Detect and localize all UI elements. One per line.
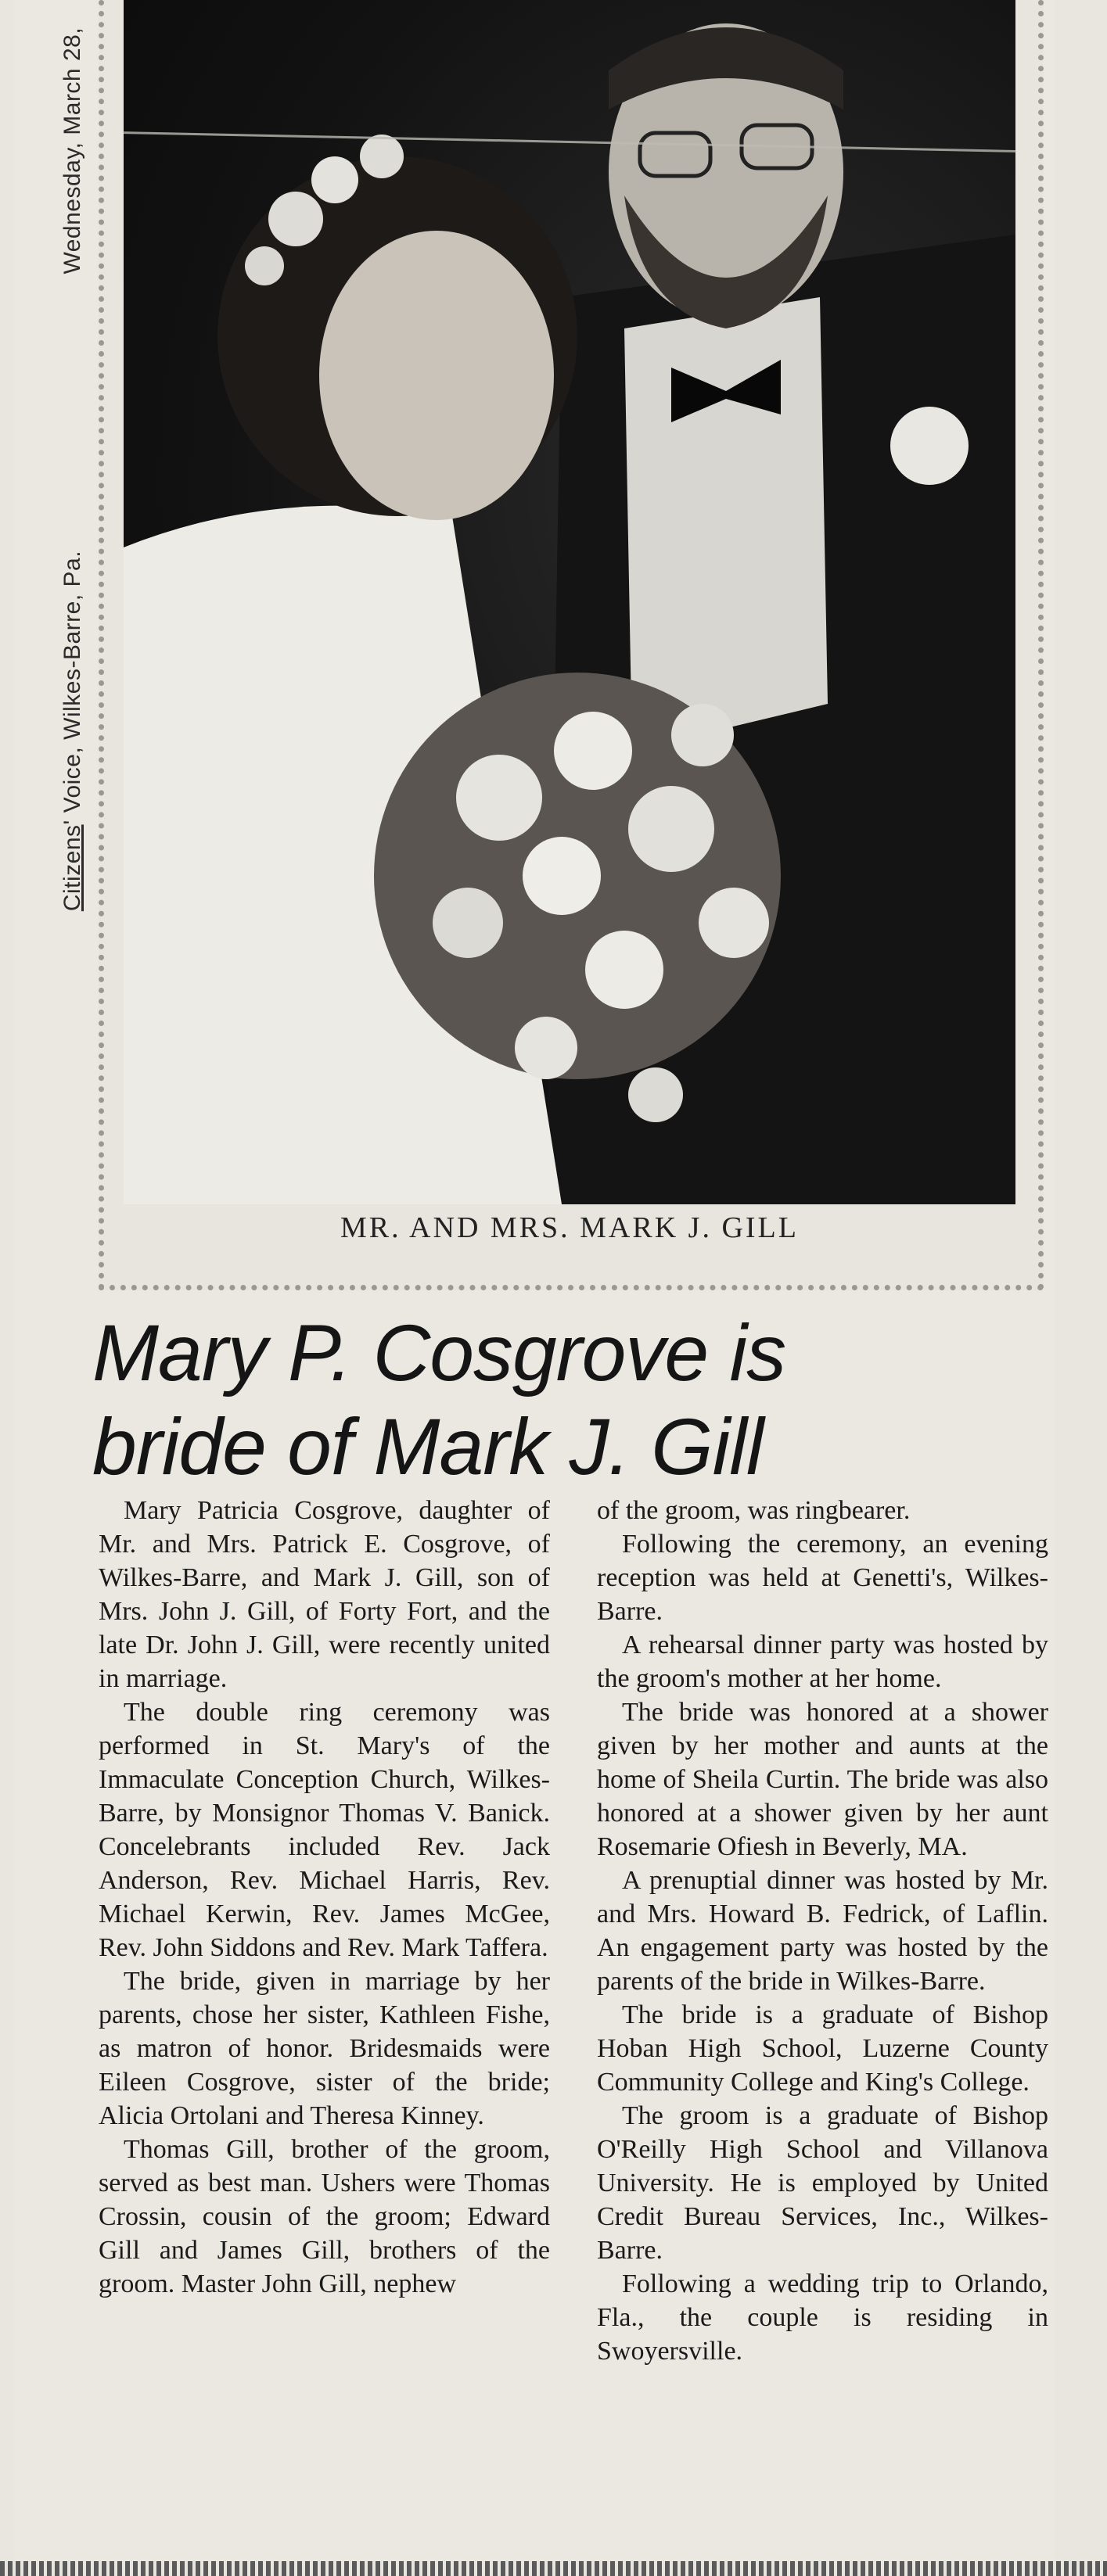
headline-line-1: Mary P. Cosgrove is	[92, 1308, 786, 1397]
article-column-right	[597, 1494, 1048, 2534]
wedding-photo	[124, 0, 1015, 1204]
paragraph: A prenuptial dinner was hosted by Mr. and Mrs. Howard B. Fedrick, of Laflin. An engagement party was hosted by the parents of the bride in Wilkes-Barre.	[597, 1866, 1048, 1996]
paragraph: The bride is a graduate of Bishop Hoban High School, Luzerne County Community College and King's College.	[597, 2000, 1048, 2097]
article-column-left	[99, 1494, 550, 2534]
wedding-couple-photo-icon	[124, 0, 1015, 1204]
headline-line-2: bride of Mark J. Gill	[92, 1402, 764, 1491]
newspaper-credit-line	[45, 0, 100, 938]
paper-name: Citizens	[59, 824, 85, 912]
article-headline	[92, 1306, 1062, 1494]
paragraph: The bride was honored at a shower given by her mother and aunts at the home of Sheila Curtin. The bride was also honored at a shower given by her aunt Rosemarie Ofiesh in Beverly, MA.	[597, 1698, 1048, 1861]
paragraph: The bride, given in marriage by her parents, chose her sister, Kathleen Fishe, as matron of honor. Bridesmaids were Eileen Cosgrove, sister of the bride; Alicia Ortolani and Theresa Kinney.	[99, 1967, 550, 2130]
paragraph-continued: of the groom, was ringbearer.	[597, 1496, 911, 1525]
article-body	[99, 1494, 1049, 2534]
newspaper-clipping	[14, 0, 1055, 2576]
paragraph: Following the ceremony, an evening reception was held at Genetti's, Wilkes-Barre.	[597, 1530, 1048, 1626]
paragraph: The groom is a graduate of Bishop O'Reilly High School and Villanova University. He is employed by United Credit Bureau Services, Inc., Wilkes-Barre.	[597, 2101, 1048, 2265]
paragraph: A rehearsal dinner party was hosted by the groom's mother at her home.	[597, 1631, 1048, 1693]
paragraph: Thomas Gill, brother of the groom, served as best man. Ushers were Thomas Crossin, cousin of the groom; Edward Gill and James Gill, brothers of the groom. Master John Gill, nephew	[99, 2135, 550, 2298]
paragraph: The double ring ceremony was performed in St. Mary's of the Immaculate Conception Church, Wilkes-Barre, by Monsignor Thomas V. Banick. Concelebrants included Rev. Jack Anderson, Rev. Michael Harris, Rev. Michael Kerwin, Rev. James McGee, Rev. John Siddons and Rev. Mark Taffera.	[99, 1698, 550, 1962]
paper-location: ' Voice, Wilkes-Barre, Pa.	[59, 550, 85, 825]
paragraph: Mary Patricia Cosgrove, daughter of Mr. and Mrs. Patrick E. Cosgrove, of Wilkes-Barre, and Mark J. Gill, son of Mrs. John J. Gill, of Forty Fort, and the late Dr. John J. Gill, were recently united in marriage.	[99, 1496, 550, 1693]
photo-caption: MR. AND MRS. MARK J. GILL	[340, 1211, 799, 1244]
paragraph: Following a wedding trip to Orlando, Fla., the couple is residing in Swoyersville.	[597, 2269, 1048, 2366]
issue-date: Wednesday, March 28,	[59, 27, 85, 274]
torn-edge	[0, 2561, 1107, 2576]
